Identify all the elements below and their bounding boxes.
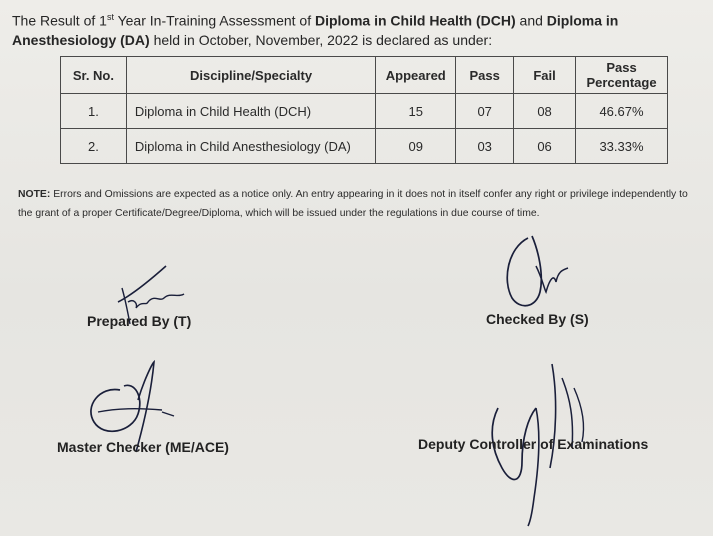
- master-checker-label: Master Checker (ME/ACE): [57, 439, 229, 455]
- checked-signature-icon: [498, 230, 588, 318]
- results-table: [60, 56, 668, 164]
- checked-by-label: Checked By (S): [486, 311, 589, 327]
- cell-pass: 03: [456, 129, 514, 164]
- header-sr-no: Sr. No.: [61, 57, 127, 94]
- cell-discipline: Diploma in Child Anesthesiology (DA): [126, 129, 375, 164]
- cell-pass-percentage: 46.67%: [576, 94, 668, 129]
- disclaimer-note: [18, 185, 702, 223]
- cell-pass: 07: [456, 94, 514, 129]
- cell-appeared: 09: [376, 129, 456, 164]
- cell-discipline: Diploma in Child Health (DCH): [126, 94, 375, 129]
- note-text: Errors and Omissions are expected as a notice only. An entry appearing in it does not in itself confer any right or privilege independently to the grant of a proper Certificate/Degree/Diploma, which will be issued under the regulations in due course of time.: [18, 189, 688, 219]
- intro-text: Year In-Training Assessment of: [113, 12, 315, 29]
- cell-appeared: 15: [376, 94, 456, 129]
- cell-fail: 08: [514, 94, 576, 129]
- result-intro: [12, 8, 702, 50]
- header-pass-percentage: Pass Percentage: [576, 57, 668, 94]
- intro-dch: Diploma in Child Health (DCH): [314, 12, 516, 29]
- header-pass: Pass: [456, 57, 514, 94]
- intro-da: Diploma in Anesthesiology (DA): [12, 12, 619, 48]
- header-appeared: Appeared: [376, 57, 456, 94]
- header-fail: Fail: [514, 57, 576, 94]
- cell-pass-percentage: 33.33%: [576, 129, 668, 164]
- intro-text: The Result of 1: [12, 12, 107, 29]
- cell-sr-no: 2.: [61, 129, 127, 164]
- note-label: NOTE:: [18, 189, 51, 200]
- deputy-controller-label: Deputy Controller of Examinations: [418, 436, 649, 452]
- cell-sr-no: 1.: [61, 94, 127, 129]
- prepared-by-label: Prepared By (T): [87, 313, 192, 329]
- header-discipline: Discipline/Specialty: [126, 57, 375, 94]
- intro-text: and: [515, 12, 547, 29]
- table-header-row: [61, 57, 668, 94]
- intro-superscript: st: [106, 12, 114, 22]
- table-row: [61, 129, 668, 164]
- intro-text: held in October, November, 2022 is declared as under:: [149, 31, 493, 48]
- table-row: [61, 94, 668, 129]
- cell-fail: 06: [514, 129, 576, 164]
